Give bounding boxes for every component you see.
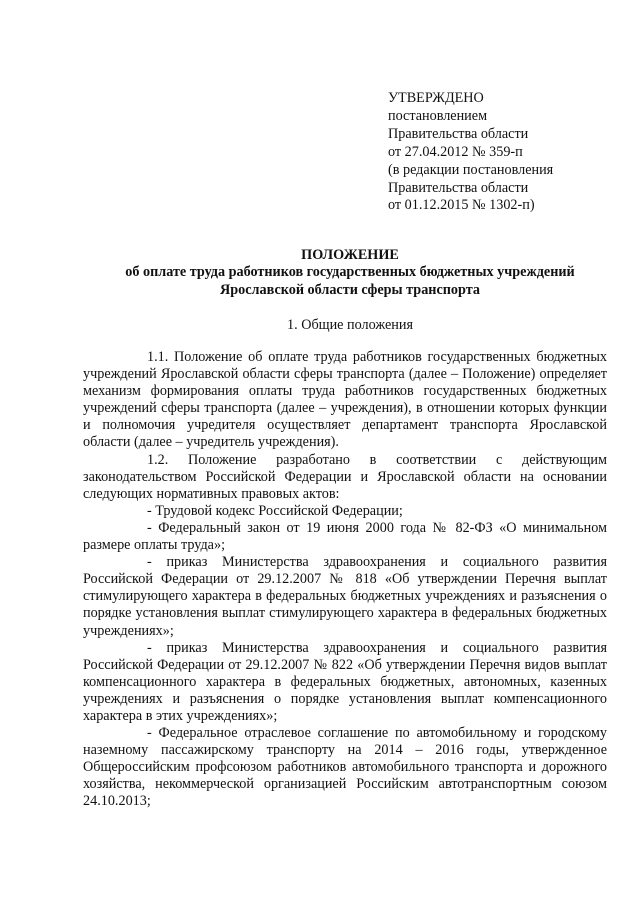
- approval-line: от 01.12.2015 № 1302-п): [388, 197, 535, 214]
- document-body: [83, 349, 607, 811]
- list-item: - Федеральное отраслевое соглашение по автомобильному и городскому наземному пассажирскому транспорту на 2014 – 2016 годы, утвержденное Общероссийским профсоюзом работников автомобильного транспорта и дорожного хозяйства, некоммерческой организацией Российским автотранспортным союзом 24.10.2013;: [83, 725, 607, 810]
- list-item: - приказ Министерства здравоохранения и социального развития Российской Федерации от 29.12.2007 № 822 «Об утверждении Перечня видов выплат компенсационного характера в федеральных бюджетных, автономных, казенных учреждениях и разъяснения о порядке установления выплат компенсационного характера в этих учреждениях»;: [83, 639, 607, 724]
- approval-line: Правительства области: [388, 125, 529, 142]
- list-item: - приказ Министерства здравоохранения и социального развития Российской Федерации от 29.12.2007 № 818 «Об утверждении Перечня выплат стимулирующего характера в федеральных бюджетных учреждениях и разъяснения о порядке установления выплат стимулирующего характера в федеральных бюджетных учреждениях»;: [83, 554, 607, 639]
- approval-line: Правительства области: [388, 179, 529, 196]
- document-subtitle-line-2: Ярославской области сферы транспорта: [220, 282, 480, 298]
- document-title: ПОЛОЖЕНИЕ: [301, 247, 399, 263]
- approval-line: УТВЕРЖДЕНО: [388, 90, 484, 106]
- document-subtitle-line-1: об оплате труда работников государственных бюджетных учреждений: [125, 264, 575, 280]
- section-heading: 1. Общие положения: [287, 317, 413, 333]
- list-item: - Федеральный закон от 19 июня 2000 года № 82-ФЗ «О минимальном размере оплаты труда»;: [83, 519, 607, 554]
- list-item: - Трудовой кодекс Российской Федерации;: [147, 502, 403, 519]
- approval-line: от 27.04.2012 № 359-п: [388, 143, 523, 160]
- paragraph-1-2: 1.2. Положение разработано в соответствии с действующим законодательством Российской Федерации и Ярославской области на основании следующих нормативных правовых актов:: [83, 451, 607, 502]
- approval-line: постановлением: [388, 107, 488, 124]
- approval-line: (в редакции постановления: [388, 161, 554, 178]
- paragraph-1-1: 1.1. Положение об оплате труда работников государственных бюджетных учреждений Ярославской области сферы транспорта (далее – Положение) определяет механизм формирования оплаты труда работников государственных бюджетных учреждений сферы транспорта (далее – учреждения), в отношении которых функции и полномочия учредителя осуществляет департамент транспорта Ярославской области (далее – учредитель учреждения).: [83, 349, 607, 451]
- approval-stamp-block: [388, 90, 553, 215]
